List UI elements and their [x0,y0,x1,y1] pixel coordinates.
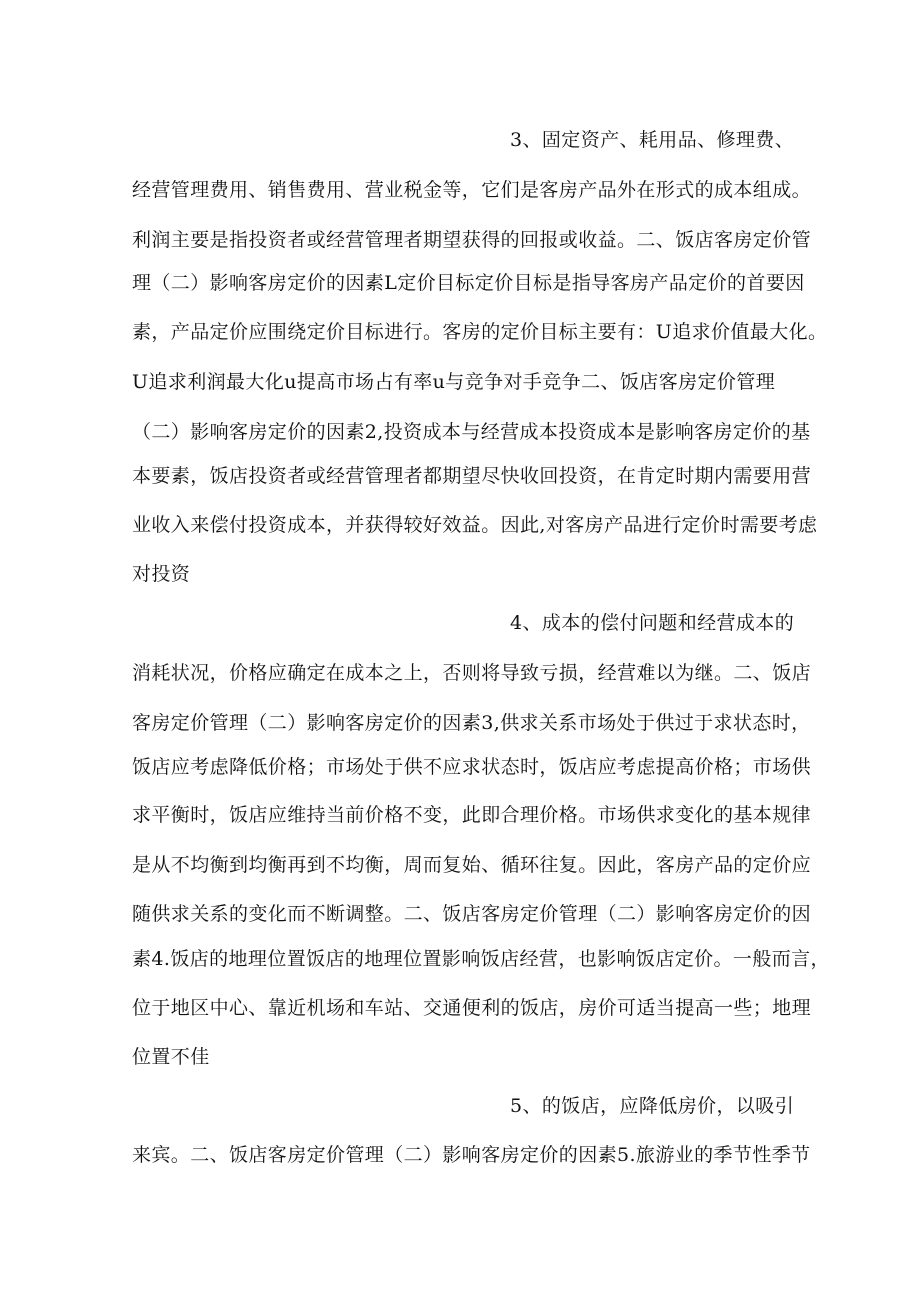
paragraph-2-line-2: 消耗状况，价格应确定在成本之上，否则将导致亏损，经营难以为继。二、饭店 [132,662,812,684]
paragraph-1-line-9: 业收入来偿付投资成本，并获得较好效益。因此,对客房产品进行定价时需要考虑 [132,514,818,536]
paragraph-2-line-10: 位置不佳 [132,1046,210,1068]
paragraph-1-line-2: 经营管理费用、销售费用、营业税金等，它们是客房产品外在形式的成本组成。 [132,179,812,201]
paragraph-1-line-4: 理（二）影响客房定价的因素L定价目标定价目标是指导客房产品定价的首要因 [132,272,805,294]
paragraph-2-line-4: 饭店应考虑降低价格；市场处于供不应求状态时，饭店应考虑提高价格；市场供 [132,756,812,778]
paragraph-3-line-1: 5、的饭店，应降低房价，以吸引 [510,1095,795,1117]
paragraph-1-line-6: U追求利润最大化u提高市场占有率u与竞争对手竞争二、饭店客房定价管理 [132,371,776,393]
paragraph-2-line-5: 求平衡时，饭店应维持当前价格不变，此即合理价格。市场供求变化的基本规律 [132,804,812,826]
paragraph-1-line-8: 本要素，饭店投资者或经营管理者都期望尽快收回投资，在肯定时期内需要用营 [132,465,812,487]
paragraph-2-line-3: 客房定价管理（二）影响客房定价的因素3,供求关系市场处于供过于求状态时， [132,712,811,734]
paragraph-2-line-1: 4、成本的偿付问题和经营成本的 [510,612,795,634]
paragraph-2-line-7: 随供求关系的变化而不断调整。二、饭店客房定价管理（二）影响客房定价的因 [132,903,812,925]
paragraph-2-line-9: 位于地区中心、靠近机场和车站、交通便利的饭店，房价可适当提高一些；地理 [132,997,812,1019]
paragraph-1-line-7: （二）影响客房定价的因素2,投资成本与经营成本投资成本是影响客房定价的基 [132,421,811,443]
paragraph-1-line-3: 利润主要是指投资者或经营管理者期望获得的回报或收益。二、饭店客房定价管 [132,229,812,251]
paragraph-2-line-8: 素4.饭店的地理位置饭店的地理位置影响饭店经营，也影响饭店定价。一般而言， [132,948,830,970]
paragraph-2-line-6: 是从不均衡到均衡再到不均衡，周而复始、循环往复。因此，客房产品的定价应 [132,854,812,876]
paragraph-3-line-2: 来宾。二、饭店客房定价管理（二）影响客房定价的因素5.旅游业的季节性季节 [132,1144,811,1166]
paragraph-1-line-1: 3、固定资产、耗用品、修理费、 [510,129,795,151]
paragraph-1-line-5: 素，产品定价应围绕定价目标进行。客房的定价目标主要有：U追求价值最大化。 [132,321,828,343]
paragraph-1-line-10: 对投资 [132,563,191,585]
